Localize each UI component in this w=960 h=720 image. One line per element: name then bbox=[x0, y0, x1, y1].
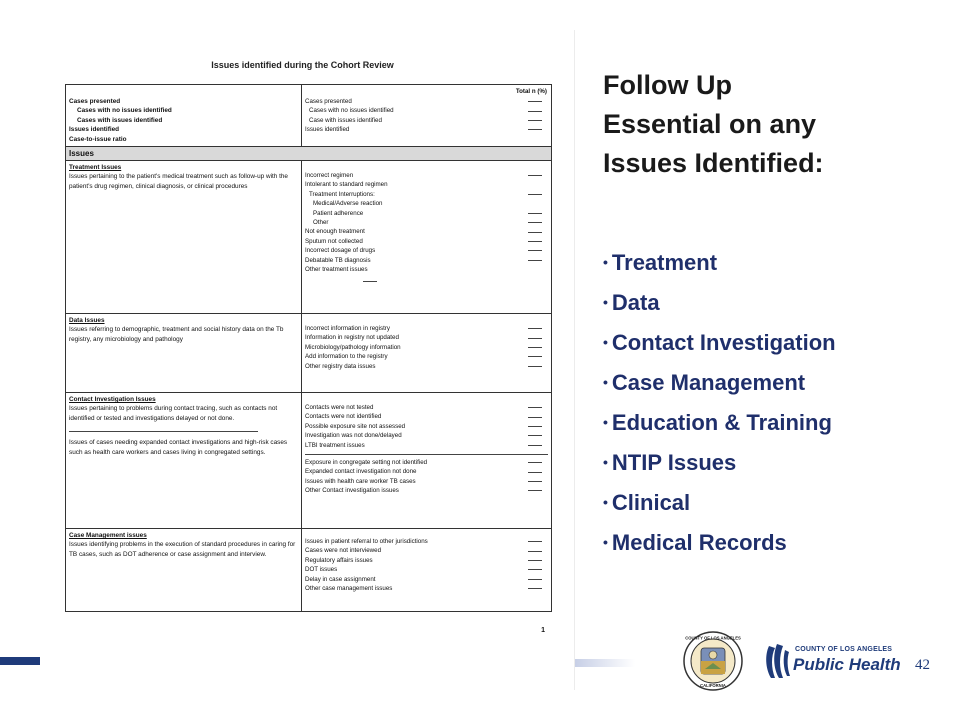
issue-bullet-list bbox=[603, 244, 836, 564]
slide-heading bbox=[603, 66, 943, 183]
slide-number: 42 bbox=[915, 657, 930, 673]
footer-accent-bar-left bbox=[0, 657, 40, 665]
case-mgmt-desc: Issues identifying problems in the execution of standard procedures in caring for TB cases, such as DOT adherence or case assignment and interview. bbox=[69, 541, 296, 558]
summary-left-1: Cases with no issues identified bbox=[77, 107, 172, 115]
case-item-3: DOT issues bbox=[305, 566, 338, 574]
contact-issues-row bbox=[66, 393, 551, 529]
issues-table bbox=[65, 84, 552, 612]
case-item-1: Cases were not interviewed bbox=[305, 547, 382, 555]
bullet-item: • Case Management bbox=[603, 364, 836, 404]
bullet-item: • Education & Training bbox=[603, 404, 836, 444]
summary-row bbox=[66, 85, 551, 147]
data-item-2: Microbiology/pathology information bbox=[305, 343, 401, 351]
contact-heading: Contact Investigation Issues bbox=[69, 396, 156, 404]
bullet-item: • Medical Records bbox=[603, 524, 836, 564]
treatment-heading: Treatment Issues bbox=[69, 164, 122, 172]
heading-line-2: Essential on any bbox=[603, 109, 817, 139]
footer-accent-bar-right bbox=[575, 659, 635, 667]
contact-item-3: Investigation was not done/delayed bbox=[305, 432, 402, 440]
case-item-5: Other case management issues bbox=[305, 585, 393, 593]
contact-item2-3: Other Contact investigation issues bbox=[305, 487, 399, 495]
svg-text:CALIFORNIA: CALIFORNIA bbox=[700, 683, 726, 688]
treatment-desc: Issues pertaining to the patient's medical treatment such as follow-up with the patient's drug regimen, clinical diagnosis, or clinical procedures bbox=[69, 173, 288, 190]
contact-item-0: Contacts were not tested bbox=[305, 404, 374, 412]
summary-left-0: Cases presented bbox=[69, 98, 121, 105]
summary-left-4: Case-to-issue ratio bbox=[69, 135, 127, 143]
summary-left-2: Cases with issues identified bbox=[77, 116, 163, 124]
treatment-row bbox=[66, 161, 551, 314]
data-item-4: Other registry data issues bbox=[305, 362, 376, 370]
case-item-4: Delay in case assignment bbox=[305, 575, 376, 583]
summary-right-3: Issues identified bbox=[305, 126, 350, 134]
data-item-0: Incorrect information in registry bbox=[305, 325, 390, 333]
bullet-item: • NTIP Issues bbox=[603, 444, 836, 484]
document-page-number: 1 bbox=[541, 627, 545, 634]
treatment-item-10: Other treatment issues bbox=[305, 266, 368, 274]
treatment-item-7: Sputum not collected bbox=[305, 237, 363, 245]
contact-item2-1: Expanded contact investigation not done bbox=[305, 468, 417, 476]
case-item-2: Regulatory affairs issues bbox=[305, 556, 373, 564]
treatment-item-4: Patient adherence bbox=[313, 209, 364, 217]
contact-item2-2: Issues with health care worker TB cases bbox=[305, 477, 416, 485]
data-issues-row bbox=[66, 314, 551, 393]
summary-right-1: Cases with no issues identified bbox=[309, 107, 394, 115]
cohort-review-document bbox=[40, 40, 565, 640]
logo-big-text: Public Health bbox=[793, 655, 901, 674]
column-divider bbox=[574, 30, 575, 690]
document-title: Issues identified during the Cohort Review bbox=[211, 60, 394, 70]
logo-small-text: COUNTY OF LOS ANGELES bbox=[795, 646, 893, 653]
contact-desc2: Issues of cases needing expanded contact investigations and high-risk cases such as health care workers and cases living in congregated settings. bbox=[69, 439, 288, 456]
data-issues-heading: Data Issues bbox=[69, 317, 105, 325]
treatment-item-3: Medical/Adverse reaction bbox=[313, 200, 383, 208]
contact-item-2: Possible exposure site not assessed bbox=[305, 422, 406, 430]
summary-right-2: Case with issues identified bbox=[309, 116, 382, 124]
svg-text:COUNTY OF LOS ANGELES: COUNTY OF LOS ANGELES bbox=[685, 635, 741, 641]
case-mgmt-heading: Case Management issues bbox=[69, 532, 147, 540]
case-item-0: Issues in patient referral to other jurisdictions bbox=[305, 538, 428, 546]
summary-left-3: Issues identified bbox=[69, 126, 120, 134]
bullet-item: • Clinical bbox=[603, 484, 836, 524]
treatment-item-2: Treatment Interruptions: bbox=[309, 190, 375, 198]
treatment-item-5: Other bbox=[313, 219, 329, 227]
bullet-item: • Contact Investigation bbox=[603, 324, 836, 364]
case-management-row bbox=[66, 529, 551, 611]
contact-item-4: LTBI treatment issues bbox=[305, 441, 365, 449]
bullet-item: • Data bbox=[603, 284, 836, 324]
contact-desc: Issues pertaining to problems during contact tracing, such as contacts not identified or tested and investigations delayed or not done. bbox=[69, 405, 278, 422]
data-item-1: Information in registry not updated bbox=[305, 334, 399, 342]
data-issues-desc: Issues referring to demographic, treatment and social history data on the Tb registry, any microbiology and pathology bbox=[69, 326, 284, 343]
heading-line-3: Issues Identified: bbox=[603, 148, 824, 178]
contact-item-1: Contacts were not identified bbox=[305, 413, 382, 421]
treatment-item-0: Incorrect regimen bbox=[305, 172, 354, 180]
treatment-item-1: Intolerant to standard regimen bbox=[305, 181, 388, 189]
total-column-header: Total n (%) bbox=[515, 88, 547, 95]
treatment-item-8: Incorrect dosage of drugs bbox=[305, 247, 376, 255]
contact-item2-0: Exposure in congregate setting not identified bbox=[305, 459, 428, 467]
heading-line-1: Follow Up bbox=[603, 70, 732, 100]
county-seal-icon bbox=[683, 631, 743, 691]
treatment-item-6: Not enough treatment bbox=[305, 228, 365, 236]
treatment-item-9: Debatable TB diagnosis bbox=[305, 256, 371, 264]
issues-section-bar: Issues bbox=[66, 147, 551, 161]
data-item-3: Add information to the registry bbox=[305, 353, 388, 361]
bullet-item: • Treatment bbox=[603, 244, 836, 284]
summary-right-0: Cases presented bbox=[305, 98, 352, 105]
